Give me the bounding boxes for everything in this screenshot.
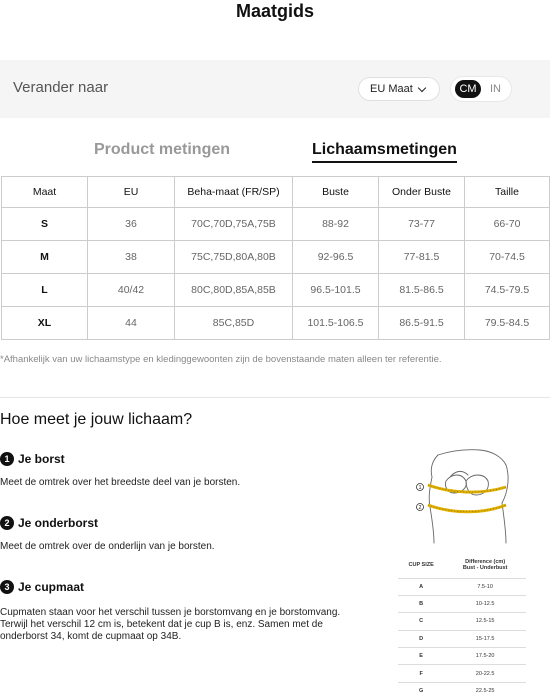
chevron-down-icon — [418, 83, 426, 91]
switch-label: Verander naar — [13, 79, 109, 96]
number-3-icon: 3 — [0, 580, 14, 594]
cell-cup: D — [398, 630, 444, 647]
section-text: Meet de omtrek over het breedste deel van je borsten. — [0, 477, 241, 488]
cell-cup: B — [398, 595, 444, 612]
header-difference-line-2: Bust - Underbust — [462, 564, 508, 571]
size-table-header — [2, 177, 550, 208]
tab-body-measurements[interactable]: Lichaamsmetingen — [312, 140, 457, 163]
table-row — [2, 274, 550, 307]
cell-difference: 12.5-15 — [444, 613, 526, 630]
header-cup-size: CUP SIZE — [408, 561, 434, 568]
cell-underbust: 73-77 — [379, 208, 465, 241]
cell-cup: A — [398, 578, 444, 595]
cell-eu: 40/42 — [88, 274, 175, 307]
size-system-value: EU Maat — [370, 83, 413, 95]
table-row — [2, 241, 550, 274]
cell-cup: E — [398, 648, 444, 665]
section-text: Meet de omtrek over de onderlijn van je borsten. — [0, 541, 215, 552]
divider — [0, 397, 550, 398]
cell-size: S — [2, 208, 88, 241]
table-row — [398, 630, 526, 647]
cell-waist: 70-74.5 — [465, 241, 550, 274]
section-heading — [0, 452, 380, 466]
header-underbust: Onder Buste — [379, 177, 465, 208]
size-table — [1, 176, 550, 340]
cup-table-header — [398, 552, 526, 578]
torso-measurement-illustration — [410, 447, 520, 547]
cell-bust: 96.5-101.5 — [293, 274, 379, 307]
header-eu: EU — [88, 177, 175, 208]
cell-underbust: 86.5-91.5 — [379, 307, 465, 340]
header-difference — [444, 552, 526, 578]
size-system-select[interactable] — [358, 77, 440, 101]
number-1-icon: 1 — [0, 452, 14, 466]
section-underbust — [0, 516, 380, 553]
section-bust — [0, 452, 380, 489]
section-text: Cupmaten staan voor het verschil tussen je borstomvang en je borstomvang. Terwijl het verschil 12 cm is, betekent dat je cup B is, enz. Samen met de onderborst 34, komt de cupmaat op 34B. — [0, 607, 341, 642]
tab-product-measurements[interactable]: Product metingen — [94, 141, 231, 158]
cell-size: M — [2, 241, 88, 274]
cell-difference: 22.5-25 — [444, 682, 526, 694]
cell-bust: 88-92 — [293, 208, 379, 241]
number-2-icon: 2 — [0, 516, 14, 530]
cell-cup: C — [398, 613, 444, 630]
cell-waist: 79.5-84.5 — [465, 307, 550, 340]
how-to-measure-title: Hoe meet je jouw lichaam? — [0, 411, 193, 428]
section-heading — [0, 516, 380, 530]
section-heading-label: Je cupmaat — [18, 580, 85, 594]
marker-1-label: 1 — [418, 485, 422, 491]
cell-bra-size: 80C,80D,85A,85B — [175, 274, 293, 307]
cell-difference: 15-17.5 — [444, 630, 526, 647]
section-heading-label: Je onderborst — [18, 516, 99, 530]
cell-eu: 38 — [88, 241, 175, 274]
table-row — [398, 613, 526, 630]
table-row — [398, 648, 526, 665]
table-row — [2, 208, 550, 241]
unit-option-cm[interactable]: CM — [455, 80, 481, 98]
cell-bust: 92-96.5 — [293, 241, 379, 274]
table-row — [2, 307, 550, 340]
header-bust: Buste — [293, 177, 379, 208]
section-heading-label: Je borst — [18, 452, 65, 466]
cell-waist: 66-70 — [465, 208, 550, 241]
cell-difference: 17.5-20 — [444, 648, 526, 665]
header-size: Maat — [2, 177, 88, 208]
cell-difference: 7.5-10 — [444, 578, 526, 595]
cell-waist: 74.5-79.5 — [465, 274, 550, 307]
cell-bust: 101.5-106.5 — [293, 307, 379, 340]
reference-note: *Afhankelijk van uw lichaamstype en kledinggewoonten zijn de bovenstaande maten alleen ter referentie. — [0, 354, 442, 365]
cell-difference: 20-22.5 — [444, 665, 526, 682]
cell-bra-size: 75C,75D,80A,80B — [175, 241, 293, 274]
cell-underbust: 77-81.5 — [379, 241, 465, 274]
table-row — [398, 578, 526, 595]
header-bra-size: Beha-maat (FR/SP) — [175, 177, 293, 208]
cup-size-table — [398, 552, 526, 694]
cell-bra-size: 70C,70D,75A,75B — [175, 208, 293, 241]
cell-difference: 10-12.5 — [444, 595, 526, 612]
cell-underbust: 81.5-86.5 — [379, 274, 465, 307]
unit-option-in[interactable]: IN — [490, 83, 501, 95]
table-row — [398, 595, 526, 612]
unit-switch-bar — [0, 60, 550, 118]
header-waist: Taille — [465, 177, 550, 208]
page-title: Maatgids — [235, 1, 314, 21]
section-heading — [0, 580, 355, 594]
cell-cup: G — [398, 682, 444, 694]
unit-toggle[interactable] — [450, 76, 512, 102]
cell-cup: F — [398, 665, 444, 682]
header-difference-line-1: Difference (cm) — [465, 558, 506, 565]
section-cup-size — [0, 580, 355, 643]
table-row — [398, 682, 526, 694]
cell-eu: 44 — [88, 307, 175, 340]
cell-eu: 36 — [88, 208, 175, 241]
cell-bra-size: 85C,85D — [175, 307, 293, 340]
marker-2-label: 2 — [418, 505, 422, 511]
cell-size: L — [2, 274, 88, 307]
table-row — [398, 665, 526, 682]
cell-size: XL — [2, 307, 88, 340]
